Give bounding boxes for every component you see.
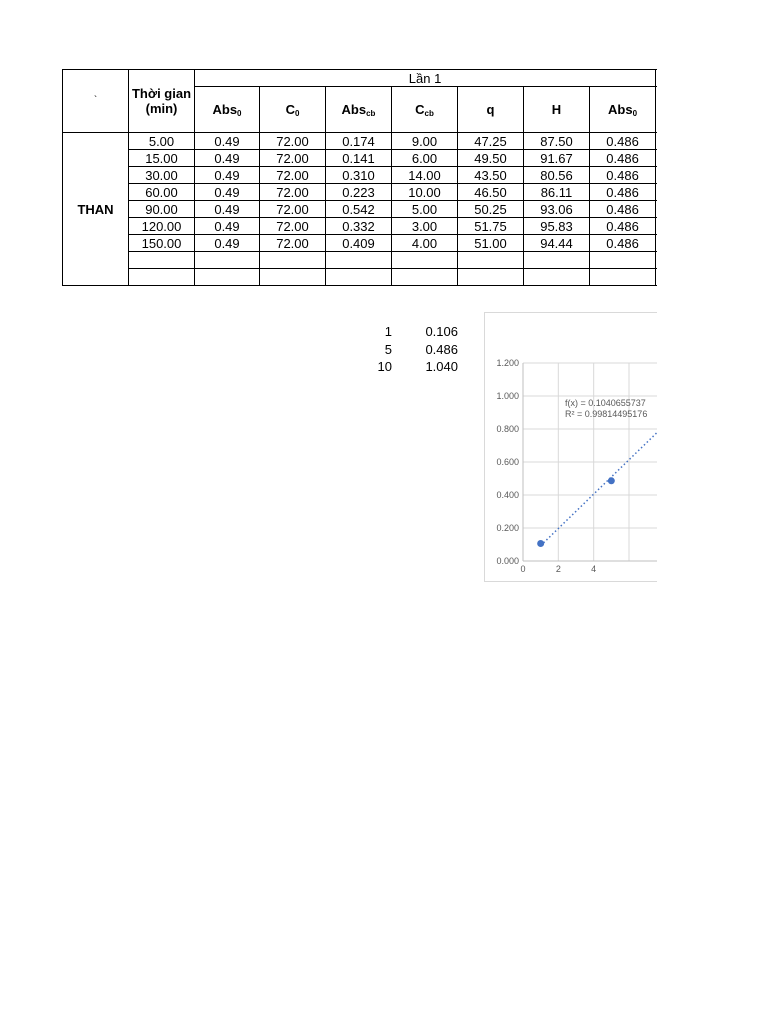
table-cell[interactable] (260, 252, 326, 269)
standard-x-value[interactable]: 10 (377, 359, 392, 374)
table-cell[interactable] (458, 269, 524, 286)
column-header-c-0[interactable] (260, 87, 326, 133)
y-tick-label: 0.800 (496, 424, 519, 434)
table-cell[interactable] (524, 252, 590, 269)
table-cell[interactable] (260, 269, 326, 286)
standard-curve-data (360, 324, 458, 377)
trendline-equation: f(x) = 0.1040655737 (565, 398, 646, 408)
standard-x-value[interactable]: 5 (384, 341, 392, 357)
column-header-base: Abs (212, 102, 238, 117)
standard-row (360, 359, 458, 377)
table-row (63, 252, 658, 269)
table-cell[interactable]: 94.44 (524, 235, 590, 252)
x-tick-label: 0 (520, 564, 526, 574)
table-cell[interactable] (656, 235, 657, 252)
y-tick-label: 0.400 (496, 490, 519, 500)
table-cell[interactable] (195, 269, 260, 286)
table-cell[interactable] (656, 201, 657, 218)
column-header-abs-0[interactable] (195, 87, 260, 133)
table-cell[interactable]: 80.56 (524, 167, 590, 184)
table-cell[interactable]: 6.00 (392, 150, 458, 167)
table-cell[interactable]: 0.223 (326, 184, 392, 201)
table-row (63, 167, 658, 184)
data-table-viewport (62, 69, 657, 291)
table-row (63, 133, 658, 150)
table-cell[interactable] (326, 269, 392, 286)
table-cell[interactable] (590, 252, 656, 269)
y-tick-label: 0.600 (496, 457, 519, 467)
table-row (63, 184, 658, 201)
run-2-header[interactable] (656, 70, 657, 87)
table-cell[interactable]: 43.50 (458, 167, 524, 184)
table-cell[interactable] (656, 269, 657, 286)
column-header-empty[interactable] (656, 87, 657, 133)
table-cell[interactable]: 72.00 (260, 218, 326, 235)
x-tick-label: 4 (591, 564, 597, 574)
table-cell[interactable]: 9.00 (392, 133, 458, 150)
table-cell[interactable]: 0.49 (195, 150, 260, 167)
table-cell[interactable]: 0.486 (590, 133, 656, 150)
table-cell[interactable]: 51.75 (458, 218, 524, 235)
scatter-chart (485, 313, 657, 583)
table-cell[interactable] (656, 133, 657, 150)
column-header-h[interactable] (524, 87, 590, 133)
results-table (62, 69, 657, 286)
corner-header-cell[interactable]: ` (63, 70, 129, 133)
table-cell[interactable]: 30.00 (129, 167, 195, 184)
group-label-cell[interactable]: THAN (63, 133, 129, 286)
table-cell[interactable] (129, 252, 195, 269)
table-cell[interactable]: 150.00 (129, 235, 195, 252)
chart-viewport (484, 312, 657, 583)
table-cell[interactable]: 72.00 (260, 184, 326, 201)
table-cell[interactable]: 87.50 (524, 133, 590, 150)
table-cell[interactable]: 51.00 (458, 235, 524, 252)
table-cell[interactable]: 72.00 (260, 201, 326, 218)
table-cell[interactable]: 0.49 (195, 167, 260, 184)
table-cell[interactable]: 0.542 (326, 201, 392, 218)
table-cell[interactable]: 120.00 (129, 218, 195, 235)
table-cell[interactable]: 0.486 (590, 150, 656, 167)
table-cell[interactable] (656, 150, 657, 167)
column-header-abs-cb[interactable] (326, 87, 392, 133)
column-header-subscript: 0 (632, 109, 638, 118)
data-point (608, 477, 615, 484)
table-cell[interactable]: 72.00 (260, 133, 326, 150)
table-cell[interactable]: 91.67 (524, 150, 590, 167)
y-tick-label: 0.000 (496, 556, 519, 566)
table-cell[interactable]: 0.310 (326, 167, 392, 184)
column-header-base: C (285, 102, 295, 117)
table-cell[interactable]: 5.00 (129, 133, 195, 150)
table-cell[interactable]: 0.486 (590, 218, 656, 235)
table-cell[interactable] (656, 218, 657, 235)
column-header-subscript: cb (366, 109, 376, 118)
table-cell[interactable]: 0.409 (326, 235, 392, 252)
table-cell[interactable]: 46.50 (458, 184, 524, 201)
table-cell[interactable]: 47.25 (458, 133, 524, 150)
table-cell[interactable]: 4.00 (392, 235, 458, 252)
table-cell[interactable]: 86.11 (524, 184, 590, 201)
table-cell[interactable]: 0.141 (326, 150, 392, 167)
table-row (63, 269, 658, 286)
chart-object[interactable] (484, 312, 657, 582)
table-row (63, 150, 658, 167)
table-cell[interactable]: 0.49 (195, 235, 260, 252)
column-header-base: C (415, 102, 425, 117)
y-tick-label: 1.200 (496, 358, 519, 368)
column-header-c-cb[interactable] (392, 87, 458, 133)
standard-y-value[interactable]: 1.040 (425, 359, 458, 374)
table-row (63, 201, 658, 218)
column-header-subscript: cb (424, 109, 434, 118)
table-cell[interactable] (195, 252, 260, 269)
table-cell[interactable]: 50.25 (458, 201, 524, 218)
x-tick-label: 2 (555, 564, 561, 574)
column-header-abs-0[interactable] (590, 87, 656, 133)
table-cell[interactable] (326, 252, 392, 269)
table-cell[interactable]: 0.49 (195, 133, 260, 150)
table-cell[interactable]: 15.00 (129, 150, 195, 167)
table-cell[interactable]: 14.00 (392, 167, 458, 184)
table-cell[interactable] (656, 167, 657, 184)
column-header-base: Abs (341, 102, 367, 117)
column-header-subscript: 0 (294, 109, 300, 118)
column-header-subscript: 0 (237, 109, 242, 118)
table-cell[interactable]: 60.00 (129, 184, 195, 201)
table-cell[interactable] (129, 269, 195, 286)
standard-row (360, 324, 458, 342)
table-cell[interactable]: 0.49 (195, 184, 260, 201)
table-cell[interactable] (392, 269, 458, 286)
table-cell[interactable]: 72.00 (260, 235, 326, 252)
table-cell[interactable]: 0.49 (195, 201, 260, 218)
table-cell[interactable]: 0.486 (590, 184, 656, 201)
y-tick-label: 0.200 (496, 523, 519, 533)
table-cell[interactable]: 10.00 (392, 184, 458, 201)
table-cell[interactable] (656, 252, 657, 269)
table-cell[interactable]: 0.486 (590, 167, 656, 184)
table-cell[interactable]: 5.00 (392, 201, 458, 218)
standard-y-value[interactable]: 0.106 (425, 324, 458, 339)
table-cell[interactable]: 95.83 (524, 218, 590, 235)
trendline-r-squared: R² = 0.99814495176 (565, 409, 648, 419)
column-header-base: q (486, 102, 495, 117)
table-cell[interactable] (656, 184, 657, 201)
table-cell[interactable]: 93.06 (524, 201, 590, 218)
column-header-base: H (551, 102, 562, 117)
table-cell[interactable] (458, 252, 524, 269)
table-row (63, 218, 658, 235)
y-tick-label: 1.000 (496, 391, 519, 401)
table-row (63, 235, 658, 252)
table-cell[interactable]: 49.50 (458, 150, 524, 167)
table-cell[interactable]: 0.486 (590, 235, 656, 252)
table-cell[interactable]: 72.00 (260, 150, 326, 167)
column-header-base: Abs (608, 102, 633, 117)
table-cell[interactable] (524, 269, 590, 286)
table-cell[interactable]: 90.00 (129, 201, 195, 218)
table-cell[interactable] (392, 252, 458, 269)
table-cell[interactable]: 0.49 (195, 218, 260, 235)
table-cell[interactable]: 0.332 (326, 218, 392, 235)
time-column-header[interactable]: Thời gian (min) (129, 70, 195, 133)
table-cell[interactable]: 0.486 (590, 201, 656, 218)
table-cell[interactable]: 3.00 (392, 218, 458, 235)
run-1-header[interactable]: Lần 1 (195, 70, 656, 87)
table-cell[interactable]: 72.00 (260, 167, 326, 184)
standard-y-value[interactable]: 0.486 (425, 341, 458, 357)
data-point (537, 540, 544, 547)
table-cell[interactable] (590, 269, 656, 286)
table-cell[interactable]: 0.174 (326, 133, 392, 150)
table-body (63, 133, 658, 286)
standard-row (360, 342, 458, 360)
column-header-q[interactable] (458, 87, 524, 133)
standard-x-value[interactable]: 1 (384, 324, 392, 339)
